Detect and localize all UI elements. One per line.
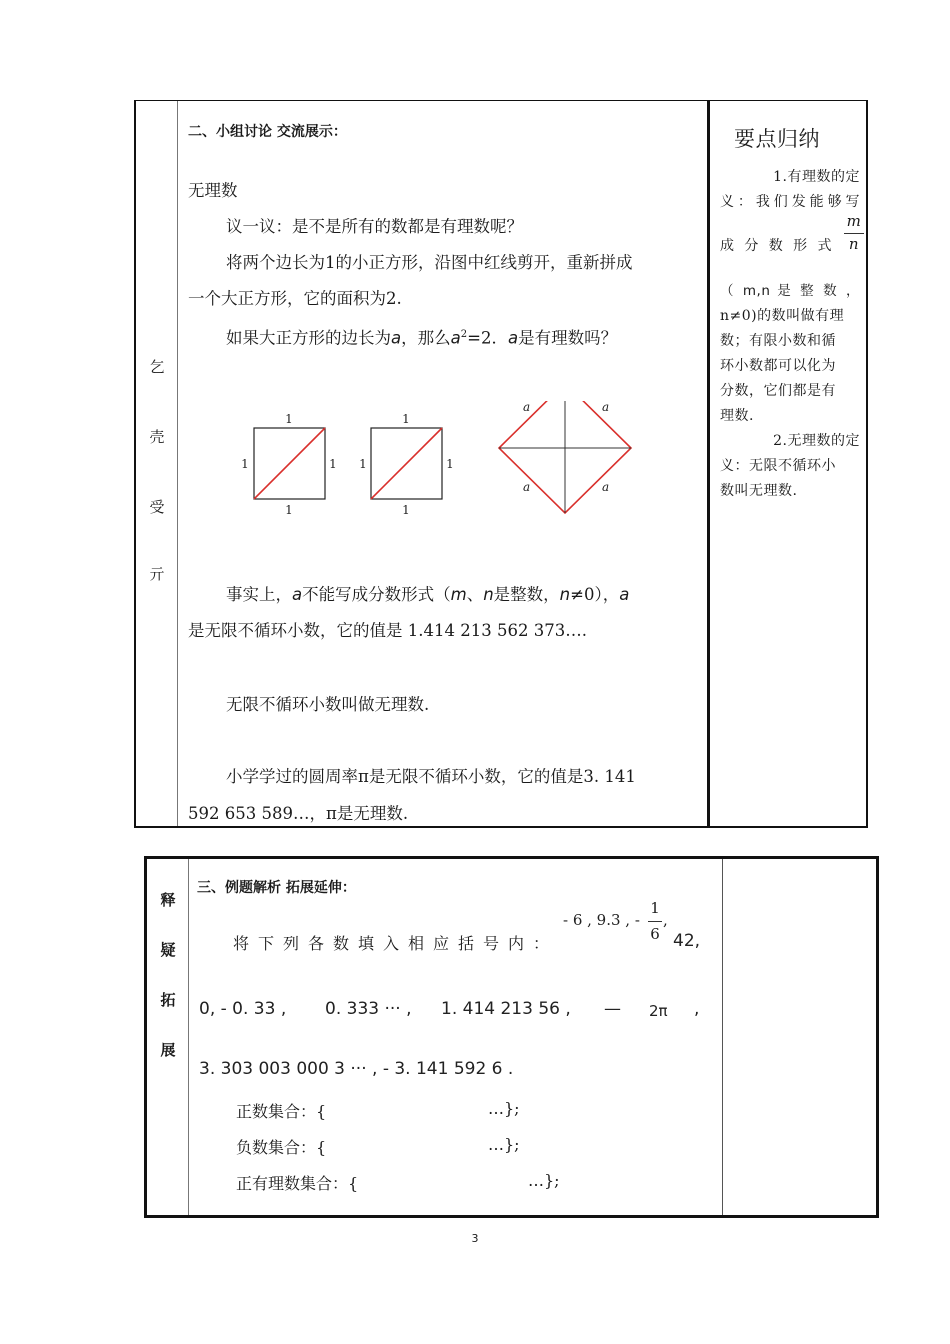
example-label-char-2: 疑 <box>160 941 176 959</box>
para2-text-b: ，那么 <box>401 328 451 348</box>
summary-text <box>720 165 860 504</box>
fact-text-c: 是整数， <box>493 585 560 604</box>
fact-text-d: ≠0）， <box>570 585 620 604</box>
left-label-char-4: 亓 <box>149 565 165 583</box>
fact-line1 <box>226 577 629 613</box>
summary-line-10: 2.无理数的定 <box>773 433 860 449</box>
square-cut-figure <box>238 401 678 531</box>
example-table <box>144 856 879 1218</box>
numbers-top: - 6 , 9.3 , - <box>563 911 640 929</box>
discussion-table <box>134 100 868 828</box>
number-42: 42, <box>673 931 701 951</box>
example-notes-column <box>723 859 876 1215</box>
set-negative-end: …}; <box>488 1135 520 1154</box>
numbers-top-comma: , <box>663 911 668 929</box>
para2-text-a: 如果大正方形的边长为 <box>226 328 391 348</box>
summary-line-1: 1.有理数的定 <box>773 169 860 185</box>
left-label-char-2: 壳 <box>149 428 165 446</box>
fact-var-n: n <box>483 585 494 604</box>
para2-equation: =2． <box>467 328 508 348</box>
fact-var-a-2: a <box>619 585 630 604</box>
para2-text-c: 是有理数吗？ <box>518 328 618 348</box>
diamond-label-top-left: a <box>523 401 531 414</box>
sq1-bottom-label: 1 <box>285 503 293 517</box>
summary-line-7: 环小数都可以化为 <box>720 358 836 374</box>
diamond-label-bottom-left: a <box>523 480 531 494</box>
fact-text-a: 事实上， <box>226 585 292 604</box>
task-instruction: 将下列各数填入相应括号内： <box>233 934 559 953</box>
topic-title: 无理数 <box>188 181 238 200</box>
summary-column <box>710 101 866 826</box>
para1-line2: 一个大正方形，它的面积为2. <box>188 289 402 308</box>
example-label-char-3: 拓 <box>160 991 176 1009</box>
summary-line-2: 义：我们发能够写 <box>720 194 860 210</box>
numbers-row2-a: 0, - 0. 33 , <box>199 999 287 1019</box>
fact-var-a: a <box>292 585 303 604</box>
pi-line2: 592 653 589…，π是无理数. <box>188 804 409 823</box>
para1-line1: 将两个边长为1的小正方形，沿图中红线剪开，重新拼成 <box>226 253 633 272</box>
fact-var-m: m <box>450 585 467 604</box>
numbers-row2-dash: — <box>604 999 621 1019</box>
sq1-left-label: 1 <box>241 457 249 471</box>
sq2-top-label: 1 <box>402 412 410 426</box>
set-positive-end: …}; <box>488 1099 520 1118</box>
summary-line-4: （ m,n 是 整 数 ， <box>720 283 860 299</box>
sq2-left-label: 1 <box>359 457 367 471</box>
summary-line-9: 理数. <box>720 408 754 424</box>
numbers-row2-comma: , <box>694 999 700 1019</box>
sq2-bottom-label: 1 <box>402 503 410 517</box>
example-label-column <box>147 859 189 1215</box>
summary-line-6: 数；有限小数和循 <box>720 333 836 349</box>
numbers-row2-b: 0. 333 ··· , <box>325 999 412 1019</box>
summary-line-3: 成 分 数 形 式 <box>720 238 832 254</box>
set-negative <box>236 1135 520 1158</box>
para2: 如果大正方形的边长为a，那么$a^2=2$．a是有理数吗？ <box>226 328 618 348</box>
var-a: a <box>391 328 402 348</box>
var-a-squared: a <box>450 328 461 348</box>
example-heading: 三、例题解析 拓展延伸： <box>197 880 356 896</box>
set-positive-label: 正数集合：{ <box>236 1102 327 1121</box>
discuss-question: 议一议：是不是所有的数都是有理数呢？ <box>226 217 523 236</box>
fact-sep: 、 <box>466 585 484 604</box>
example-label-char-4: 展 <box>160 1041 176 1059</box>
example-label-char-1: 释 <box>160 891 176 909</box>
summary-title: 要点归纳 <box>734 127 820 151</box>
frac-numerator: 1 <box>650 899 660 917</box>
diamond-label-bottom-right: a <box>602 480 610 494</box>
set-positive-rational-label: 正有理数集合：{ <box>236 1174 359 1193</box>
left-label-char-1: 乞 <box>149 358 165 376</box>
summary-fraction-row <box>720 212 862 265</box>
cut-line-2 <box>371 428 442 499</box>
summary-line-12: 数叫无理数. <box>720 483 798 499</box>
section-heading: 二、小组讨论 交流展示： <box>188 124 347 140</box>
set-positive-rational <box>236 1171 560 1194</box>
cut-line-1 <box>254 428 325 499</box>
diamond-label-top-right: a <box>602 401 610 414</box>
sq1-right-label: 1 <box>329 457 337 471</box>
sq1-top-label: 1 <box>285 412 293 426</box>
frac-denominator: 6 <box>650 925 660 943</box>
fact-line2: 是无限不循环小数，它的值是 1.414 213 562 373…. <box>188 621 587 640</box>
numbers-row2-c: 1. 414 213 56 , <box>441 999 571 1019</box>
set-positive-rational-end: …}; <box>528 1171 560 1190</box>
summary-line-5: n≠0)的数叫做有理 <box>720 308 845 324</box>
fraction-denominator: n <box>848 235 860 253</box>
numbers-row3: 3. 303 003 000 3 ··· , - 3. 141 592 6 . <box>199 1059 514 1079</box>
left-label-char-3: 受 <box>149 498 165 516</box>
var-a-2: a <box>507 328 519 348</box>
summary-line-8: 分数，它们都是有 <box>720 383 836 399</box>
sq2-right-label: 1 <box>446 457 454 471</box>
summary-line-11: 义：无限不循环小 <box>720 458 836 474</box>
set-negative-label: 负数集合：{ <box>236 1138 327 1157</box>
page-number: 3 <box>471 1232 479 1245</box>
pi-line1: 小学学过的圆周率π是无限不循环小数，它的值是3. 141 <box>226 767 636 786</box>
fact-var-n-2: n <box>559 585 571 604</box>
discussion-content <box>178 101 710 826</box>
example-content <box>189 859 723 1215</box>
fact-text-b: 不能写成分数形式（ <box>302 585 451 604</box>
frac-bar <box>648 921 662 922</box>
irrational-definition: 无限不循环小数叫做无理数. <box>226 695 430 714</box>
left-label-column <box>136 101 178 826</box>
fraction-numerator: m <box>846 212 862 230</box>
set-positive <box>236 1099 520 1122</box>
numbers-row2-2pi: 2π <box>649 1002 668 1020</box>
